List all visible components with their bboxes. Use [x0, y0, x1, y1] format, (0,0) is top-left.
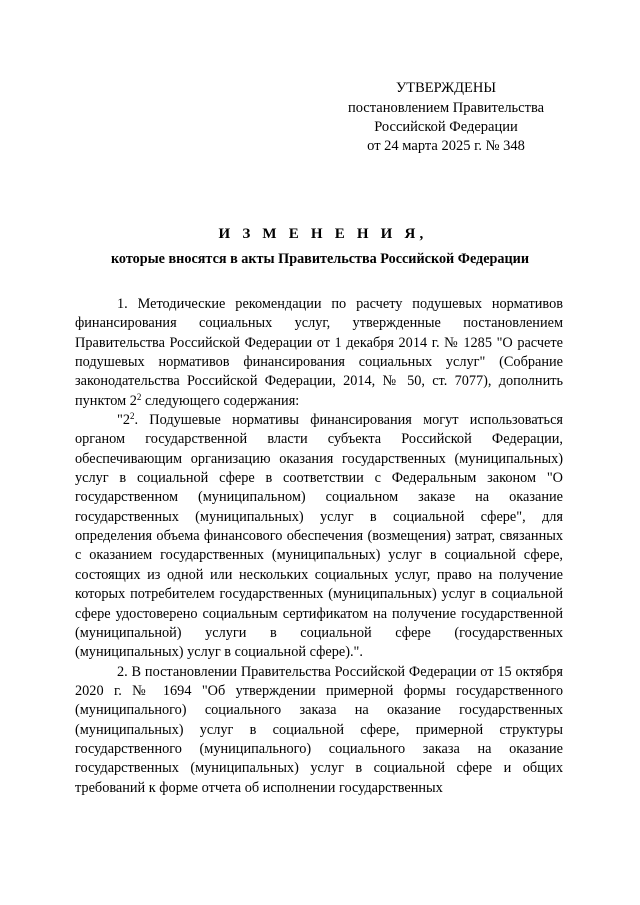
- paragraph-1-text: 1. Методические рекомендации по расчету подушевых нормативов финансирования социальных услуг, утвержденные постановлением Правительства Российской Федерации от 1 декабря 2014 г. № 1285 "О расчете подушевых нормативов финансирования социальных услуг" (Собрание законодательства Российской Федерации, 2014, № 50, ст. 7077), дополнить пунктом 2: [75, 296, 563, 409]
- document-subtitle: которые вносятся в акты Правительства Российской Федерации: [110, 251, 530, 267]
- paragraph-3-text: 2. В постановлении Правительства Российской Федерации от 15 октября 2020 г. № 1694 "Об утверждении примерной формы государственного (муниципального) социального заказа на оказание государственных (муниципальных) услуг в социальной сфере, примерной структуры государственного (муниципального) социального заказа на оказание государственных (муниципальных) услуг в социальной сфере и общих требований к форме отчета об исполнении государственных: [75, 663, 563, 796]
- document-title: И З М Е Н Е Н И Я,: [218, 226, 428, 242]
- paragraph-1-superscript: 2: [136, 391, 142, 402]
- approval-line-3: от 24 марта 2025 г. № 348: [367, 138, 525, 154]
- paragraph-1-tail: следующего содержания:: [141, 392, 300, 409]
- approval-line-2: Российской Федерации: [374, 119, 518, 135]
- paragraph-1: [75, 295, 563, 411]
- approval-stamp: [330, 79, 562, 156]
- paragraph-3: [75, 663, 563, 798]
- paragraph-2-open: "2: [117, 412, 130, 429]
- document-body: [75, 295, 563, 798]
- paragraph-2-text: . Подушевые нормативы финансирования могут использоваться органом государственной власти субъекта Российской Федерации, обеспечивающим организацию оказания государственных (муниципальных) услуг в социальной сфере в соответствии с Федеральным законом "О государственном (муниципальном) социальном заказе на оказание государственных (муниципальных) услуг в социальной сфере", для определения объема финансового обеспечения (возмещения) затрат, связанных с оказанием государственных (муниципальных) услуг в социальной сфере, состоящих из одной или нескольких социальных услуг, право на получение которых потребителем государственных (муниципальных) услуг в социальной сфере удостоверено социальным сертификатом на получение государственной (муниципальной) услуги в социальной сфере (государственных (муниципальных) услуг в социальной сфере).".: [75, 412, 563, 661]
- approval-title: УТВЕРЖДЕНЫ: [395, 80, 497, 96]
- paragraph-2-superscript: 2: [130, 411, 135, 422]
- approval-line-1: постановлением Правительства: [347, 100, 545, 116]
- paragraph-2: [75, 411, 563, 662]
